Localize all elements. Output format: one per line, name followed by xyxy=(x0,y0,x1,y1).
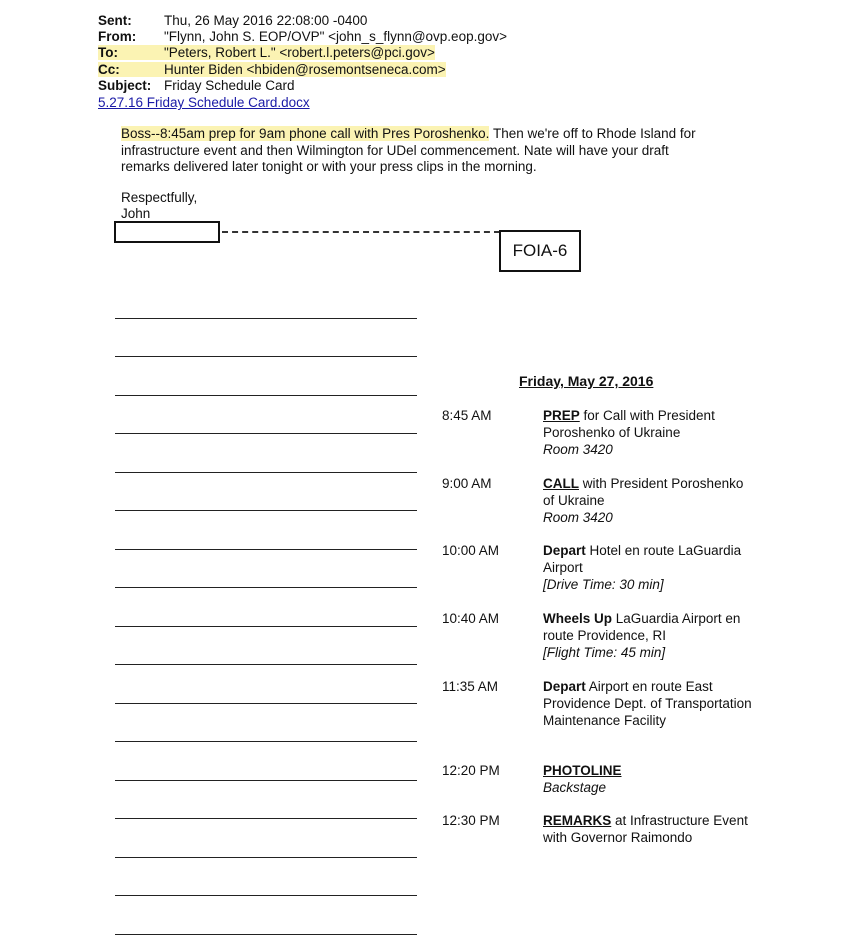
event-keyword: Depart xyxy=(543,543,586,558)
email-body xyxy=(121,126,721,176)
ruled-line xyxy=(115,664,417,665)
to-value: "Peters, Robert L." <robert.l.peters@pci.gov> xyxy=(164,45,435,60)
event-note: [Drive Time: 30 min] xyxy=(543,577,664,592)
body-rest: Then we're off to Rhode Island for infrastructure event and then Wilmington for UDel commencement. Nate will have your draft remarks delivered later tonight or with your press clips in the morning. xyxy=(121,126,696,174)
sent-label: Sent: xyxy=(98,13,132,28)
closing: Respectfully, xyxy=(121,190,198,205)
event-keyword: REMARKS xyxy=(543,813,612,828)
ruled-line xyxy=(115,356,417,357)
ruled-line xyxy=(115,433,417,434)
event-description: for Call with President Poroshenko of Ukraine xyxy=(543,408,715,440)
ruled-line xyxy=(115,472,417,473)
ruled-line xyxy=(115,587,417,588)
subject-row xyxy=(98,78,295,94)
event-note: Backstage xyxy=(543,780,607,795)
signature-name: John xyxy=(121,206,151,221)
redaction-box xyxy=(114,221,220,243)
cc-value: Hunter Biden <hbiden@rosemontseneca.com> xyxy=(164,62,446,77)
from-label: From: xyxy=(98,29,137,44)
ruled-line xyxy=(115,818,417,819)
sent-row xyxy=(98,13,367,29)
event-details xyxy=(543,678,753,729)
event-time: 10:00 AM xyxy=(442,543,500,558)
from-value: "Flynn, John S. EOP/OVP" <john_s_flynn@ovp.eop.gov> xyxy=(164,29,507,44)
event-description: at Infrastructure Event with Governor Raimondo xyxy=(543,813,748,845)
attachment-link[interactable]: 5.27.16 Friday Schedule Card.docx xyxy=(98,95,310,110)
ruled-line xyxy=(115,318,417,319)
event-details xyxy=(543,812,753,846)
ruled-line xyxy=(115,626,417,627)
signature-block xyxy=(121,190,197,222)
event-keyword: CALL xyxy=(543,476,579,491)
event-description: Hotel en route LaGuardia Airport xyxy=(543,543,742,575)
event-keyword: Depart xyxy=(543,679,586,694)
event-keyword: PREP xyxy=(543,408,580,423)
event-note: Room 3420 xyxy=(543,510,613,525)
event-description: LaGuardia Airport en route Providence, RI xyxy=(543,611,741,643)
event-keyword: Wheels Up xyxy=(543,611,613,626)
schedule-date: Friday, May 27, 2016 xyxy=(519,373,654,389)
ruled-line xyxy=(115,510,417,511)
to-label: To: xyxy=(98,45,118,60)
ruled-line xyxy=(115,934,417,935)
body-highlight: Boss--8:45am prep for 9am phone call with Pres Poroshenko. xyxy=(121,126,490,141)
ruled-line xyxy=(115,549,417,550)
redaction-leader-line xyxy=(222,231,500,233)
ruled-line xyxy=(115,741,417,742)
ruled-line xyxy=(115,703,417,704)
to-row xyxy=(98,45,435,61)
subject-value: Friday Schedule Card xyxy=(164,78,295,93)
event-details xyxy=(543,407,753,458)
cc-row xyxy=(98,62,446,78)
sent-value: Thu, 26 May 2016 22:08:00 -0400 xyxy=(164,13,368,28)
event-time: 10:40 AM xyxy=(442,611,500,626)
event-details xyxy=(543,475,753,526)
from-row xyxy=(98,29,507,45)
event-time: 8:45 AM xyxy=(442,408,492,423)
event-note: Room 3420 xyxy=(543,442,613,457)
ruled-line xyxy=(115,895,417,896)
cc-label: Cc: xyxy=(98,62,120,77)
ruled-line xyxy=(115,395,417,396)
event-time: 9:00 AM xyxy=(442,476,492,491)
event-description: with President Poroshenko of Ukraine xyxy=(543,476,744,508)
event-time: 11:35 AM xyxy=(442,679,499,694)
event-details xyxy=(543,610,753,661)
ruled-line xyxy=(115,780,417,781)
event-description: Airport en route East Providence Dept. of Transportation Maintenance Facility xyxy=(543,679,752,728)
event-keyword: PHOTOLINE xyxy=(543,763,622,778)
event-time: 12:20 PM xyxy=(442,763,500,778)
event-note: [Flight Time: 45 min] xyxy=(543,645,666,660)
foia-label: FOIA-6 xyxy=(499,230,581,272)
event-time: 12:30 PM xyxy=(442,813,500,828)
ruled-line xyxy=(115,857,417,858)
event-details xyxy=(543,542,753,593)
event-details xyxy=(543,762,753,796)
subject-label: Subject: xyxy=(98,78,152,93)
